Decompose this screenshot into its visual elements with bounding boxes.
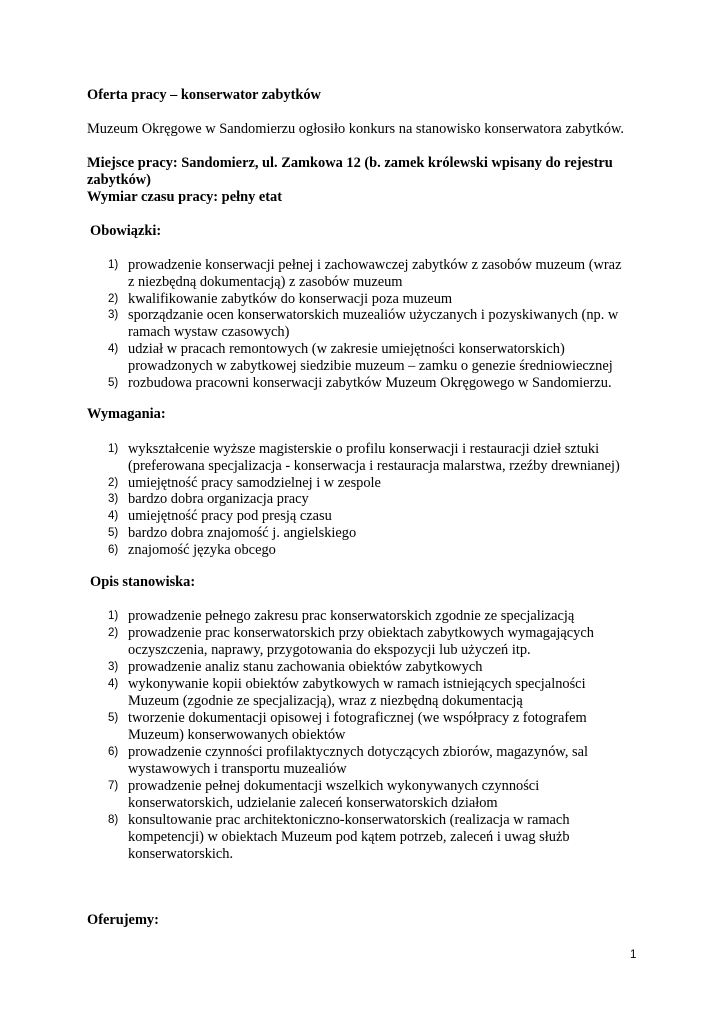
item-text: umiejętność pracy samodzielnej i w zespole [128, 475, 381, 491]
item-number: 5) [108, 377, 119, 389]
item-text: rozbudowa pracowni konserwacji zabytków Muzeum Okręgowego w Sandomierzu. [128, 375, 612, 391]
item-text: prowadzenie pełnej dokumentacji wszelkich wykonywanych czynności [128, 778, 540, 794]
position-heading: Opis stanowiska: [90, 574, 196, 590]
duties-heading: Obowiązki: [90, 223, 162, 239]
item-number: 6) [108, 544, 119, 556]
item-text: sporządzanie ocen konserwatorskich muzealiów użyczanych i pozyskiwanych (np. w [128, 307, 619, 323]
item-number: 5) [108, 712, 119, 724]
page-title: Oferta pracy – konserwator zabytków [87, 87, 321, 103]
item-number: 1) [108, 443, 119, 455]
item-text: prowadzenie prac konserwatorskich przy obiektach zabytkowych wymagających [128, 625, 594, 641]
item-number: 2) [108, 477, 119, 489]
worktime-line: Wymiar czasu pracy: pełny etat [87, 189, 283, 205]
item-text: umiejętność pracy pod presją czasu [128, 508, 332, 524]
item-text: ramach wystaw czasowych) [128, 324, 290, 340]
item-number: 3) [108, 493, 119, 505]
item-text: Muzeum) konserwowanych obiektów [128, 727, 346, 743]
item-text: wykształcenie wyższe magisterskie o profilu konserwacji i restauracji dzieł sztuki [128, 441, 600, 457]
item-text: z niezbędną dokumentacją) z zasobów muzeum [128, 274, 403, 290]
item-text: konserwatorskich. [128, 846, 234, 862]
item-number: 3) [108, 661, 119, 673]
item-text: udział w pracach remontowych (w zakresie umiejętności konserwatorskich) [128, 341, 565, 357]
item-text: kwalifikowanie zabytków do konserwacji poza muzeum [128, 291, 453, 307]
item-text: prowadzenie analiz stanu zachowania obiektów zabytkowych [128, 659, 483, 675]
requirements-heading: Wymagania: [87, 406, 166, 422]
place-line-2: zabytków) [87, 172, 151, 188]
item-text: tworzenie dokumentacji opisowej i fotograficznej (we współpracy z fotografem [128, 710, 587, 726]
item-number: 2) [108, 293, 119, 305]
item-text: Muzeum (zgodnie ze specjalizacją), wraz z niezbędną dokumentacją [128, 693, 523, 709]
intro-text: Muzeum Okręgowe w Sandomierzu ogłosiło konkurs na stanowisko konserwatora zabytków. [87, 121, 625, 137]
item-text: znajomość języka obcego [128, 542, 276, 558]
item-text: bardzo dobra znajomość j. angielskiego [128, 525, 357, 541]
item-text: wystawowych i transportu muzealiów [128, 761, 347, 777]
item-text: kompetencji) w obiektach Muzeum pod kątem potrzeb, zaleceń i uwag służb [128, 829, 570, 845]
item-number: 1) [108, 610, 119, 622]
item-number: 7) [108, 780, 119, 792]
item-text: prowadzenie konserwacji pełnej i zachowawczej zabytków z zasobów muzeum (wraz [128, 257, 622, 273]
item-text: prowadzenie pełnego zakresu prac konserwatorskich zgodnie ze specjalizacją [128, 608, 575, 624]
page-number: 1 [630, 949, 637, 961]
item-text: oczyszczenia, naprawy, przygotowania do ekspozycji lub użyczeń itp. [128, 642, 531, 658]
item-text: prowadzonych w zabytkowej siedzibie muzeum – zamku o genezie średniowiecznej [128, 358, 613, 374]
item-text: bardzo dobra organizacja pracy [128, 491, 309, 507]
item-number: 8) [108, 814, 119, 826]
item-number: 4) [108, 510, 119, 522]
item-number: 1) [108, 259, 119, 271]
item-text: (preferowana specjalizacja - konserwacja i restauracja malarstwa, rzeźby drewnianej) [128, 458, 620, 474]
item-number: 6) [108, 746, 119, 758]
place-line-1: Miejsce pracy: Sandomierz, ul. Zamkowa 12 (b. zamek królewski wpisany do rejestru [87, 155, 613, 171]
item-text: konserwatorskich, udzielanie zaleceń konserwatorskich działom [128, 795, 498, 811]
item-number: 3) [108, 309, 119, 321]
item-number: 2) [108, 627, 119, 639]
item-text: konsultowanie prac architektoniczno-konserwatorskich (realizacja w ramach [128, 812, 570, 828]
offer-heading: Oferujemy: [87, 912, 159, 928]
item-text: wykonywanie kopii obiektów zabytkowych w ramach istniejących specjalności [128, 676, 586, 692]
item-number: 5) [108, 527, 119, 539]
item-number: 4) [108, 343, 119, 355]
item-text: prowadzenie czynności profilaktycznych dotyczących zbiorów, magazynów, sal [128, 744, 589, 760]
item-number: 4) [108, 678, 119, 690]
